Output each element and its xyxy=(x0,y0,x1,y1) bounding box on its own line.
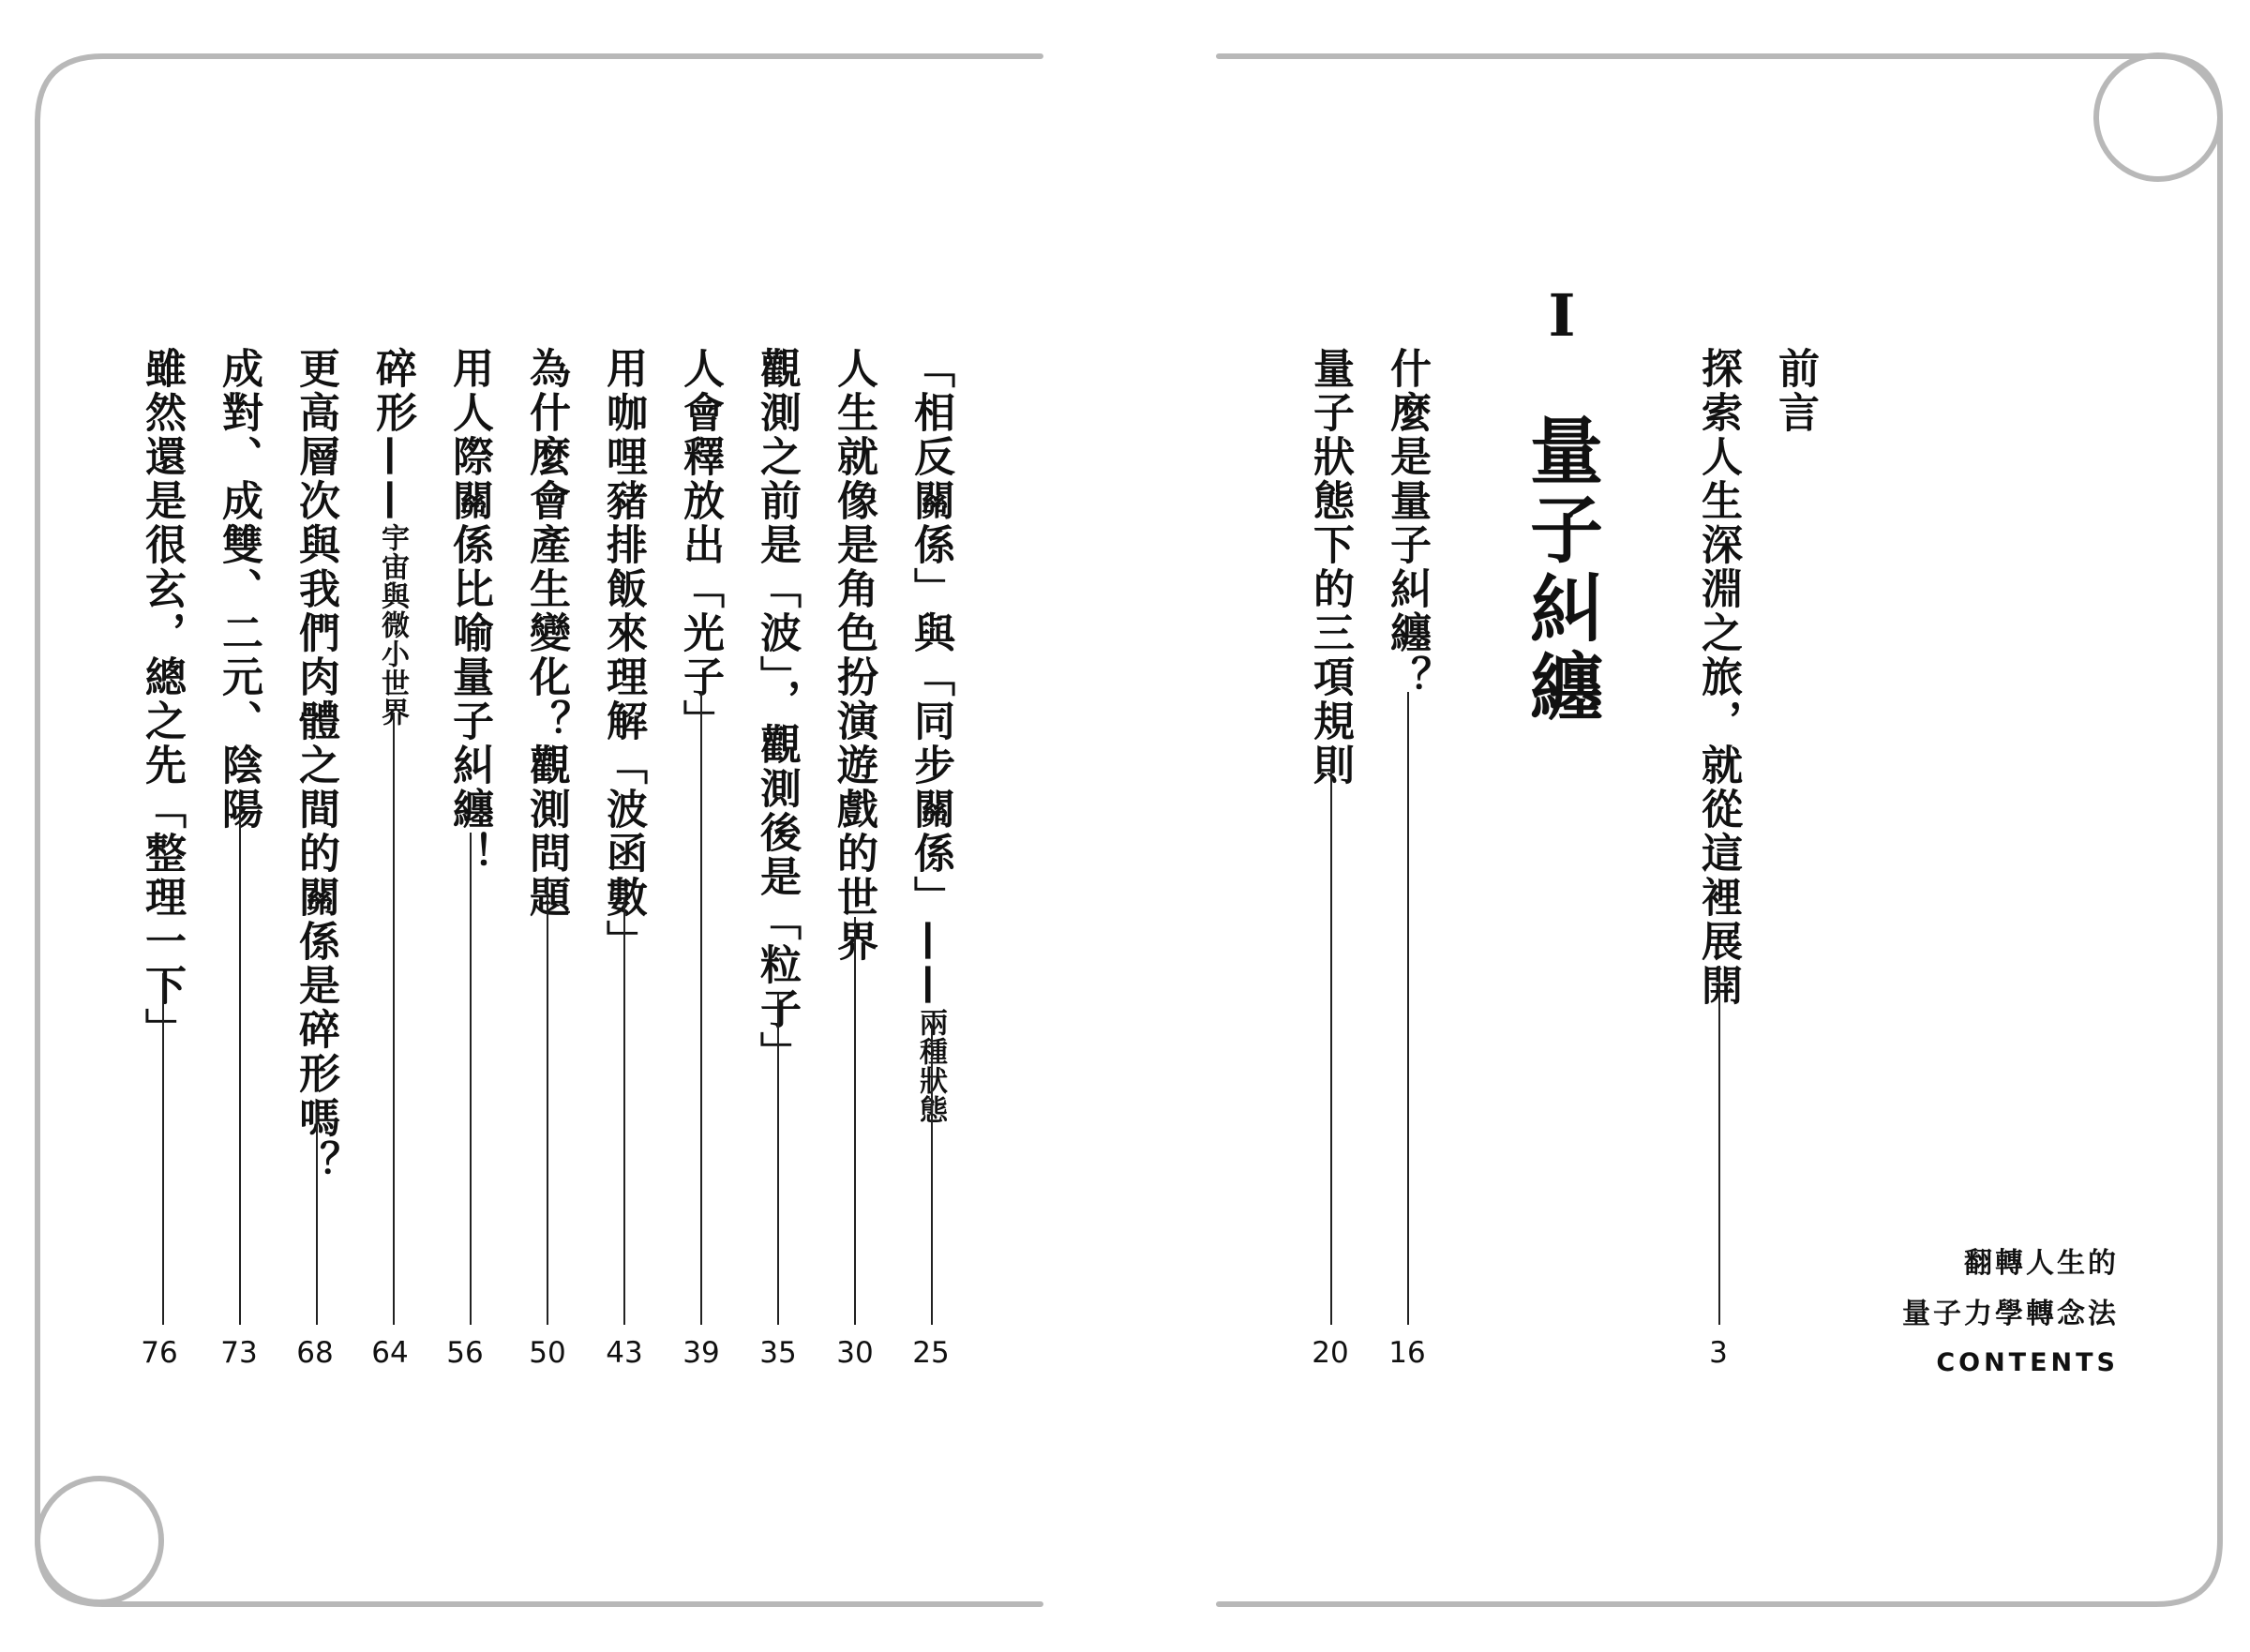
leader-line xyxy=(470,833,472,1325)
leader-line xyxy=(931,1027,933,1325)
leader-line xyxy=(777,994,779,1325)
toc-entry-39-title[interactable]: 人會釋放出「光子」 xyxy=(676,347,724,743)
toc-entry-73-title[interactable]: 成對、成雙、二元、陰陽 xyxy=(215,347,262,832)
toc-entry-30-title[interactable]: 人生就像是角色扮演遊戲的世界 xyxy=(830,347,878,964)
leader-line xyxy=(547,877,548,1325)
leader-line xyxy=(1407,692,1409,1325)
leader-line xyxy=(316,1111,318,1325)
leader-line xyxy=(854,917,856,1325)
toc-entry-subtitle: 兩種狀態 xyxy=(914,1008,947,1124)
page-number: 16 xyxy=(1388,1336,1426,1370)
toc-entry-title: 碎形—— xyxy=(368,347,416,523)
leader-line xyxy=(1330,759,1332,1325)
corner-circle-bottom-left xyxy=(38,1479,161,1602)
page-number: 68 xyxy=(296,1336,334,1370)
page-number: 50 xyxy=(529,1336,566,1370)
toc-entry-16-title[interactable]: 什麼是量子糾纏？ xyxy=(1383,347,1431,699)
leader-line xyxy=(239,792,241,1325)
toc-entry-56-title[interactable]: 用人際關係比喻量子糾纏！ xyxy=(445,347,493,876)
toc-entry-43-title[interactable]: 用咖哩豬排飯來理解「波函數」 xyxy=(599,347,647,964)
leader-line xyxy=(623,898,625,1325)
toc-entry-35-title[interactable]: 觀測之前是「波」，觀測後是「粒子」 xyxy=(753,347,801,1075)
preface-heading: 前言 xyxy=(1771,347,1819,435)
page-number: 35 xyxy=(759,1336,797,1370)
toc-entry-20-title[interactable]: 量子狀態下的三項規則 xyxy=(1306,347,1354,788)
leader-line xyxy=(700,692,702,1325)
page-number: 73 xyxy=(220,1336,258,1370)
page-number: 25 xyxy=(912,1336,950,1370)
leader-line xyxy=(393,713,395,1325)
page-number: 3 xyxy=(1709,1336,1728,1370)
section-title: 量子糾纏 xyxy=(1518,413,1602,728)
toc-entry-64-title[interactable] xyxy=(368,347,416,727)
toc-entry-subtitle: 宇宙與微小世界 xyxy=(376,523,409,727)
page-number: 20 xyxy=(1312,1336,1349,1370)
corner-circle-top-right xyxy=(2096,55,2220,179)
toc-entry-76-title[interactable]: 雖然還是很玄，總之先「整理一下」 xyxy=(138,347,186,1052)
toc-entry-title: 「相反關係」與「同步關係」—— xyxy=(907,347,954,1008)
page-number: 43 xyxy=(606,1336,643,1370)
toc-entry-3-title[interactable]: 探索人生深淵之旅，就從這裡展開 xyxy=(1694,347,1742,1008)
toc-entry-50-title[interactable]: 為什麼會產生變化？觀測問題 xyxy=(522,347,570,920)
contents-label: CONTENTS xyxy=(1936,1348,2119,1377)
page-number: 56 xyxy=(446,1336,484,1370)
page-number: 39 xyxy=(682,1336,720,1370)
leader-line xyxy=(1718,966,1720,1325)
book-title-line1: 翻轉人生的 xyxy=(1964,1247,2119,1280)
section-numeral: I xyxy=(1548,281,1576,350)
toc-entry-68-title[interactable]: 更高層次與我們肉體之間的關係是碎形嗎？ xyxy=(292,347,339,1184)
page-number: 30 xyxy=(836,1336,874,1370)
toc-entry-25-title[interactable] xyxy=(907,347,954,1124)
book-title-line2: 量子力學轉念法 xyxy=(1902,1298,2119,1330)
page-number: 76 xyxy=(141,1336,178,1370)
page-number: 64 xyxy=(371,1336,409,1370)
leader-line xyxy=(162,973,164,1325)
